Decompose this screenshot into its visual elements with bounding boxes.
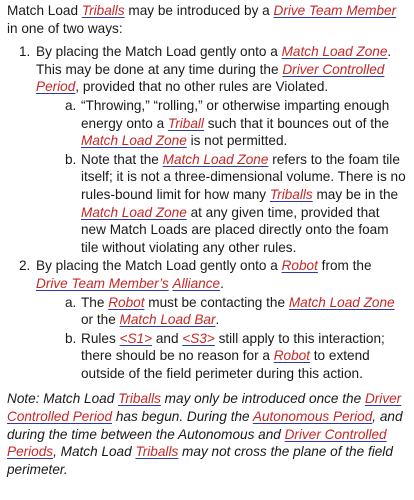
list-marker: 2. — [19, 258, 31, 274]
rule-text: or the — [81, 312, 120, 328]
term-link-rule-s3[interactable]: <S3> — [182, 330, 215, 346]
rule-item-2 — [19, 257, 406, 382]
rule-text: from the — [317, 258, 372, 274]
intro-text: Match Load — [7, 3, 82, 18]
term-link-triballs[interactable]: Triballs — [135, 444, 179, 460]
rule-text: such that it bounces out of the — [203, 115, 390, 131]
rule-text: . — [220, 275, 224, 291]
note-text: Note: Match Load — [7, 391, 119, 407]
sub-list — [36, 294, 406, 383]
list-marker: a. — [65, 294, 77, 310]
rule-text: to extend outside of the field perimeter during this action. — [81, 348, 370, 381]
term-link-driver-controlled-period[interactable]: Driver Controlled Period — [7, 391, 402, 425]
term-link-driver-controlled-periods[interactable]: Driver Controlled Periods — [7, 426, 387, 460]
term-link-match-load-bar[interactable]: Match Load Bar — [119, 312, 216, 328]
intro-text: may be introduced by a — [124, 3, 274, 18]
term-link-drive-team-members[interactable]: Drive Team Member’s — [36, 275, 169, 291]
sub-item-2b — [65, 330, 406, 383]
term-link-triballs[interactable]: Triballs — [269, 186, 313, 202]
rule-text: may be in the — [312, 186, 399, 202]
note-text: may not cross the plane of the field perimeter. — [7, 444, 393, 477]
sub-item-1a — [65, 97, 406, 150]
term-link-match-load-zone[interactable]: Match Load Zone — [81, 204, 187, 220]
rule-text: By placing the Match Load gently onto a — [36, 258, 282, 274]
rule-text: and — [152, 330, 183, 346]
rule-text: must be contacting the — [144, 294, 289, 310]
term-link-robot[interactable]: Robot — [281, 258, 318, 274]
note-text: may only be introduced once the — [160, 391, 365, 407]
note-text: has begun. During the — [112, 409, 253, 425]
rule-text: at any given time, provided that new Match Loads are placed directly onto the foam tile without violating any other rules. — [81, 204, 389, 255]
sub-item-1b — [65, 151, 406, 257]
note-paragraph — [7, 390, 406, 478]
note-text: , Match Load — [53, 444, 136, 460]
term-link-match-load-zone[interactable]: Match Load Zone — [281, 44, 388, 60]
list-marker: a. — [65, 97, 77, 113]
rule-text: . This may be done at any time during the — [36, 44, 392, 77]
list-marker: b. — [65, 330, 77, 346]
list-marker: b. — [65, 151, 77, 167]
term-link-match-load-zone[interactable]: Match Load Zone — [81, 133, 187, 149]
term-link-match-load-zone[interactable]: Match Load Zone — [288, 294, 395, 310]
rule-text: , provided that no other rules are Violated. — [75, 79, 329, 95]
term-link-autonomous-period[interactable]: Autonomous Period — [252, 409, 373, 425]
term-link-drive-team-member[interactable]: Drive Team Member — [273, 3, 397, 18]
note-text: , and during the time between the Autonomous and — [7, 409, 403, 442]
term-link-match-load-zone[interactable]: Match Load Zone — [162, 151, 269, 167]
term-link-rule-s1[interactable]: <S1> — [119, 330, 153, 346]
rule-text: The — [81, 294, 109, 310]
rule-text: Note that the — [81, 151, 163, 167]
rule-text: refers to the foam tile itself; it is not a three-dimensional volume. There is no rules-bound limit for how many — [81, 151, 406, 202]
sub-item-2a — [65, 294, 406, 329]
sub-list — [36, 97, 406, 256]
rule-text: By placing the Match Load gently onto a — [36, 44, 282, 60]
term-link-driver-controlled-period[interactable]: Driver Controlled Period — [36, 61, 385, 95]
rule-text: is not permitted. — [186, 133, 288, 149]
intro-paragraph — [7, 2, 406, 37]
intro-text: in one of two ways: — [7, 20, 123, 36]
list-marker: 1. — [19, 44, 31, 60]
term-link-robot[interactable]: Robot — [273, 348, 310, 364]
term-link-triballs[interactable]: Triballs — [81, 3, 125, 18]
term-link-alliance[interactable]: Alliance — [172, 275, 221, 291]
rule-text: Rules — [81, 330, 120, 346]
rule-item-1 — [19, 43, 406, 256]
term-link-triballs[interactable]: Triballs — [118, 391, 161, 407]
rule-text: . — [215, 312, 220, 328]
rules-list — [7, 43, 406, 382]
term-link-triball[interactable]: Triball — [167, 115, 204, 131]
term-link-robot[interactable]: Robot — [108, 294, 145, 310]
rule-text: “Throwing,” “rolling,” or otherwise imparting enough energy onto a — [81, 97, 390, 131]
rule-text: still apply to this interaction; there should be no reason for a — [81, 330, 385, 364]
